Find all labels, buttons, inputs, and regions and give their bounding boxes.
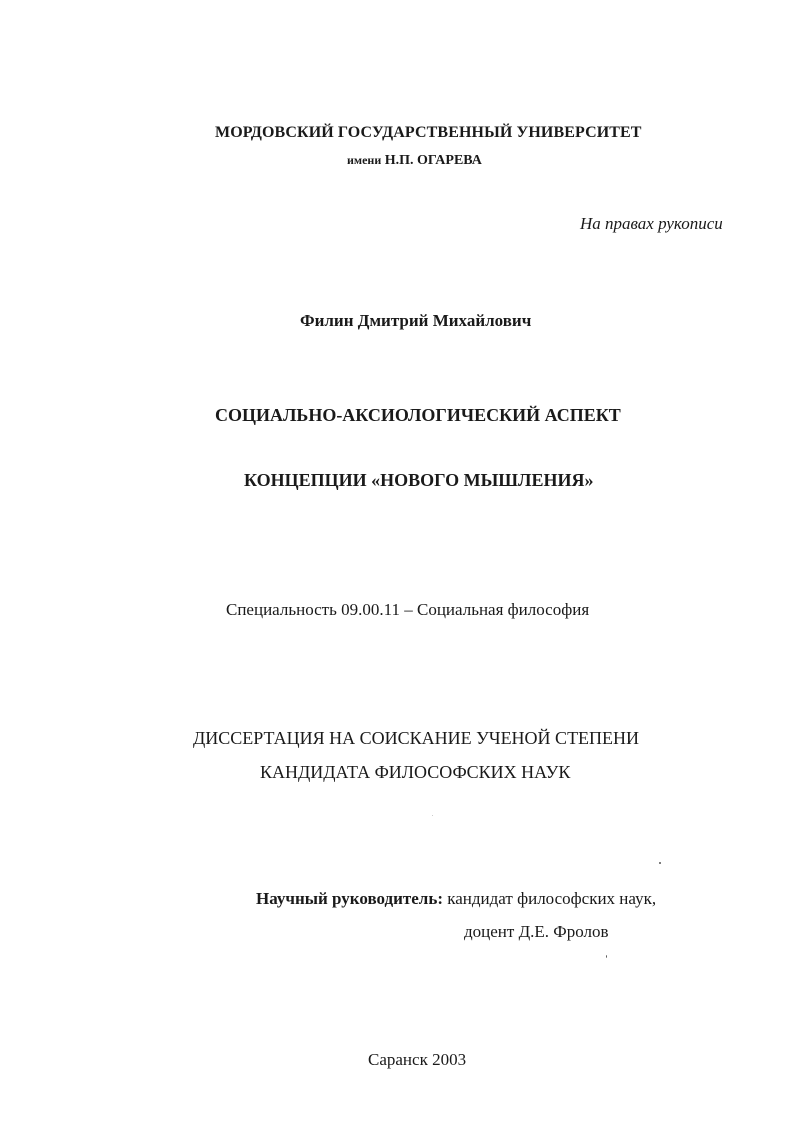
- advisor-label: Научный руководитель:: [256, 889, 443, 908]
- scan-speck: [432, 815, 433, 816]
- degree-line-1: ДИССЕРТАЦИЯ НА СОИСКАНИЕ УЧЕНОЙ СТЕПЕНИ: [193, 728, 640, 748]
- degree-line-2: КАНДИДАТА ФИЛОСОФСКИХ НАУК: [260, 762, 571, 782]
- university-name: МОРДОВСКИЙ ГОСУДАРСТВЕННЫЙ УНИВЕРСИТЕТ: [215, 124, 642, 141]
- manuscript-rights-note: На правах рукописи: [580, 214, 723, 233]
- dissertation-title-line-1: СОЦИАЛЬНО-АКСИОЛОГИЧЕСКИЙ АСПЕКТ: [215, 405, 621, 425]
- dissertation-title-line-2: КОНЦЕПЦИИ «НОВОГО МЫШЛЕНИЯ»: [244, 470, 594, 490]
- city-and-year: Саранск 2003: [368, 1050, 467, 1069]
- named-after-person: Н.П. ОГАРЕВА: [384, 153, 482, 168]
- advisor-degree: кандидат философских наук,: [447, 889, 657, 908]
- advisor-name: доцент Д.Е. Фролов: [464, 922, 609, 941]
- named-prefix: имени: [347, 153, 382, 167]
- scan-speck: [659, 862, 661, 864]
- specialty-line: Специальность 09.00.11 – Социальная философия: [226, 600, 590, 619]
- scan-speck: [606, 955, 607, 958]
- scientific-advisor: [256, 889, 656, 909]
- author-name: Филин Дмитрий Михайлович: [300, 311, 532, 330]
- university-named-after: [347, 153, 482, 169]
